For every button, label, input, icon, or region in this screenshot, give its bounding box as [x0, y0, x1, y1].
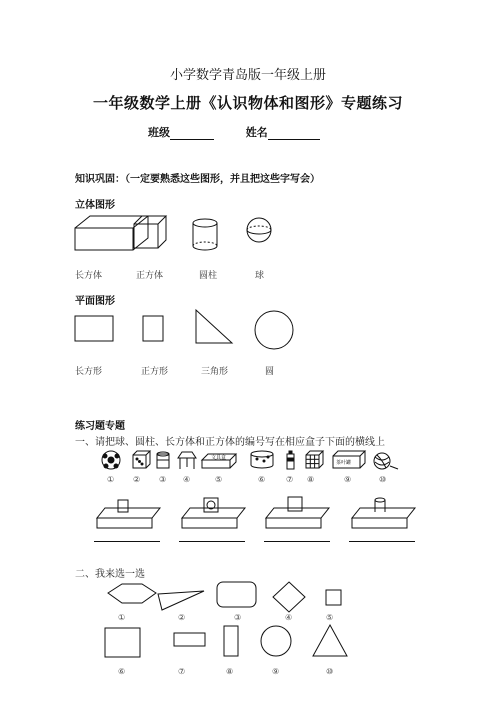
answer-line-4[interactable] [349, 541, 415, 542]
class-label: 班级 [148, 126, 170, 139]
q1-number-7: ⑦ [286, 475, 294, 484]
solid-label-cube: 正方体 [136, 271, 164, 281]
rounded-rectangle-shape [217, 582, 256, 607]
q2-number-2: ② [178, 613, 186, 622]
rectangle-shape [75, 316, 113, 341]
solid-label-sphere: 球 [255, 271, 265, 281]
q2-number-9: ⑨ [272, 667, 280, 676]
plane-label-circle: 圆 [265, 367, 275, 377]
name-label: 姓名 [245, 126, 268, 139]
object-stool-4 [178, 452, 196, 469]
knowledge-heading: 知识巩固：（一定要熟悉这些图形，并且把这些字写会） [75, 174, 320, 185]
thin-triangle-shape [158, 591, 204, 610]
practice-heading: 练习题专题 [75, 421, 125, 432]
circle-shape-9 [261, 626, 291, 656]
answer-line-3[interactable] [264, 541, 330, 542]
q2-number-8: ⑧ [226, 667, 234, 676]
svg-text:文具盒: 文具盒 [211, 455, 227, 461]
question-1: 一、请把球、圆柱、长方体和正方体的编号写在相应盒子下面的横线上 [75, 437, 385, 448]
q2-number-3: ③ [234, 613, 242, 622]
answer-line-1[interactable] [94, 541, 160, 542]
object-cake-6 [251, 451, 273, 468]
square-shape [143, 316, 163, 341]
q1-number-10: ⑩ [379, 475, 387, 484]
answer-box-2 [182, 498, 245, 528]
answer-line-2[interactable] [179, 541, 245, 542]
solid-heading: 立体图形 [75, 200, 115, 211]
triangle-shape [196, 310, 232, 343]
q2-number-6: ⑥ [118, 667, 126, 676]
object-pencil-box-5 [202, 454, 236, 468]
answer-box-4 [352, 498, 415, 528]
object-tea-box-9 [333, 451, 365, 468]
answer-box-3 [266, 497, 329, 528]
q1-number-3: ③ [159, 475, 167, 484]
circle-shape [255, 311, 293, 349]
answer-box-1 [97, 500, 160, 528]
svg-text:茶叶罐: 茶叶罐 [336, 460, 352, 466]
small-square-shape [326, 590, 341, 605]
plane-heading: 平面图形 [75, 296, 115, 307]
tall-rectangle-shape [224, 626, 238, 656]
q1-number-9: ⑨ [344, 475, 352, 484]
q1-number-5: ⑤ [215, 475, 223, 484]
hexagon-shape [108, 584, 156, 603]
object-dice-2 [133, 451, 150, 468]
object-rubiks-cube-8 [306, 451, 323, 468]
cylinder-shape [193, 219, 217, 250]
square-shape-6 [105, 628, 140, 657]
q1-number-2: ② [133, 475, 141, 484]
question-2: 二、我来选一选 [75, 569, 145, 580]
sphere-shape [247, 218, 271, 242]
plane-label-rectangle: 长方形 [75, 367, 103, 377]
page-subtitle: 小学数学青岛版一年级上册 [169, 68, 326, 83]
plane-label-triangle: 三角形 [201, 367, 229, 377]
q2-number-5: ⑤ [326, 613, 334, 622]
q2-number-10: ⑩ [326, 667, 334, 676]
q2-number-4: ④ [285, 613, 293, 622]
diamond-shape [273, 582, 305, 612]
q2-number-7: ⑦ [178, 667, 186, 676]
solid-label-cuboid: 长方体 [75, 271, 103, 281]
triangle-shape-10 [313, 625, 347, 656]
object-yarn-ball-10 [374, 453, 398, 469]
plane-label-square: 正方形 [141, 367, 169, 377]
long-rectangle-shape [174, 633, 205, 646]
q1-number-6: ⑥ [258, 475, 266, 484]
page-title: 一年级数学上册《认识物体和图形》专题练习 [92, 94, 403, 112]
object-ball-1 [102, 451, 120, 469]
solid-label-cylinder: 圆柱 [199, 271, 218, 281]
object-battery-7 [287, 451, 294, 469]
cube-shape [134, 216, 166, 248]
q1-number-4: ④ [183, 475, 191, 484]
q1-number-1: ① [107, 475, 115, 484]
q2-number-1: ① [118, 613, 126, 622]
object-can-3 [157, 452, 169, 468]
q1-number-8: ⑧ [307, 475, 315, 484]
